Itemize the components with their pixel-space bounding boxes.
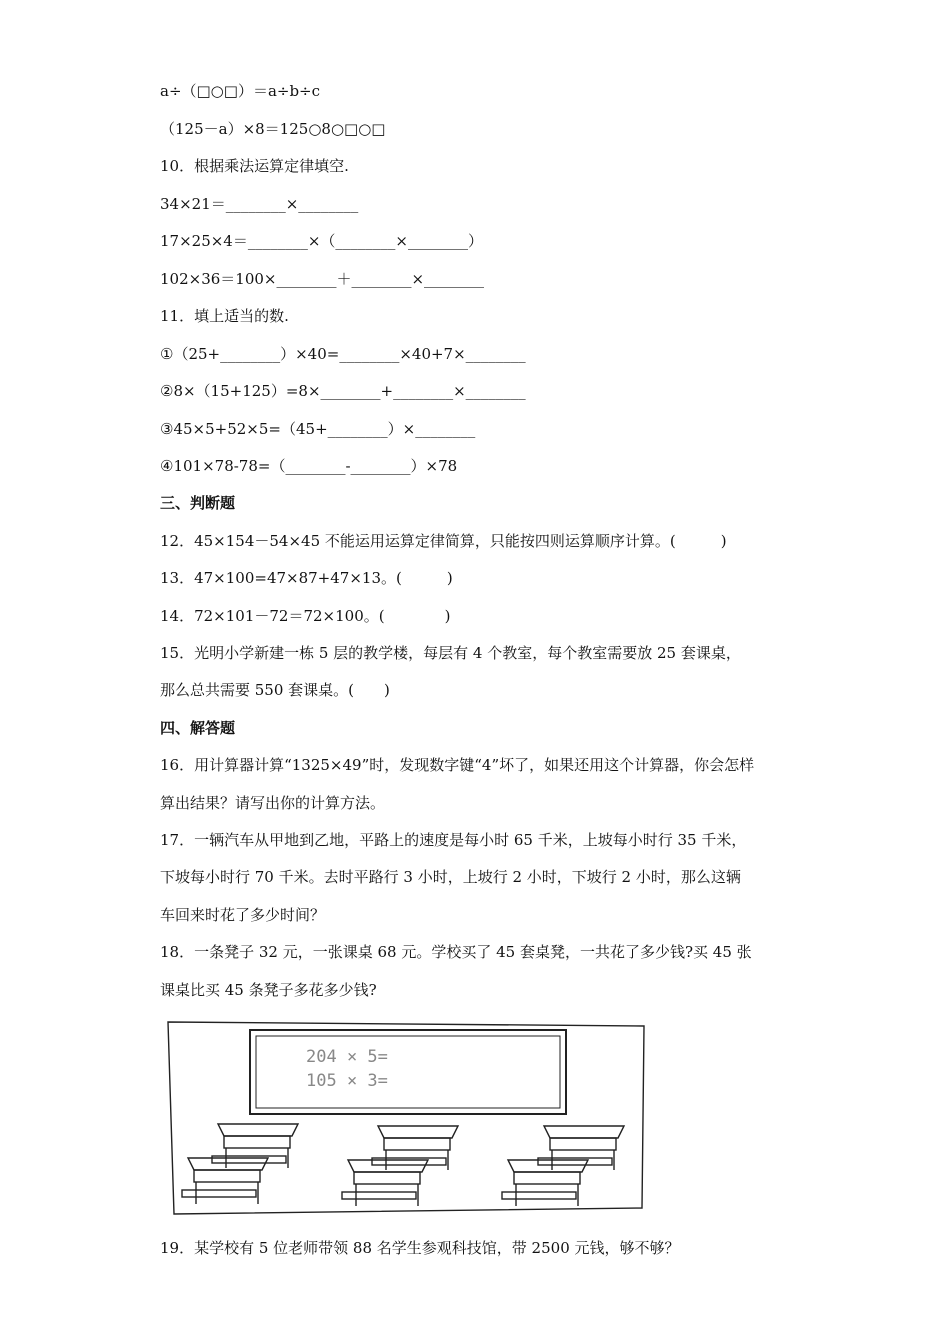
desk [342,1160,428,1206]
question-18-line2: 课桌比买 45 条凳子多花多少钱? [160,981,377,999]
classroom-illustration [166,1018,646,1216]
question-17-line2: 下坡每小时行 70 千米。去时平路行 3 小时，上坡行 2 小时，下坡行 2 小时，那么这辆 [160,868,741,886]
board-equation-1: 204 × 5= [306,1047,388,1067]
question-16-line1: 16．用计算器计算“1325×49”时，发现数字键“4”坏了，如果还用这个计算器，你会怎样 [160,756,755,774]
question-11b: ②8×（15+125）=8×________+________×________ [160,382,526,400]
question-10-title: 10．根据乘法运算定律填空. [160,157,349,175]
question-13: 13．47×100=47×87+47×13。( ) [160,569,453,587]
question-10c: 102×36＝100×________＋________×________ [160,270,485,288]
question-16-line2: 算出结果？请写出你的计算方法。 [160,794,386,812]
question-17-line1: 17．一辆汽车从甲地到乙地，平路上的速度是每小时 65 千米，上坡每小时行 35 千米， [160,831,747,849]
section-4-heading: 四、解答题 [160,719,236,737]
line-distribution-rule: （125－a）×8＝125○8○□○□ [160,120,386,138]
question-10a: 34×21＝________×________ [160,195,359,213]
question-12: 12．45×154－54×45 不能运用运算定律简算，只能按四则运算顺序计算。( ) [160,532,727,550]
question-11d: ④101×78-78=（________-________）×78 [160,457,458,475]
line-division-rule: a÷（□○□）＝a÷b÷c [160,82,321,100]
question-11c: ③45×5+52×5=（45+________）×________ [160,420,476,438]
question-19: 19．某学校有 5 位老师带领 88 名学生参观科技馆，带 2500 元钱，够不够？ [160,1239,680,1257]
question-11-title: 11．填上适当的数. [160,307,289,325]
question-17-line3: 车回来时花了多少时间？ [160,906,326,924]
desk [538,1126,624,1170]
desk [212,1124,298,1168]
question-10b: 17×25×4＝________×（________×________） [160,232,483,250]
desk [502,1160,588,1206]
question-14: 14．72×101－72＝72×100。( ) [160,607,451,625]
question-11a: ①（25+________）×40=________×40+7×________ [160,345,526,363]
question-15-line2: 那么总共需要 550 套课桌。( ) [160,681,390,699]
desk [182,1158,268,1204]
question-18-line1: 18．一条凳子 32 元，一张课桌 68 元。学校买了 45 套桌凳，一共花了多少钱?买 45 张 [160,943,752,961]
desk [372,1126,458,1170]
board-equation-2: 105 × 3= [306,1071,388,1091]
question-15-line1: 15．光明小学新建一栋 5 层的教学楼，每层有 4 个教室，每个教室需要放 25 套课桌， [160,644,741,662]
blackboard [250,1030,566,1114]
section-3-heading: 三、判断题 [160,494,236,512]
room-frame [168,1022,644,1214]
